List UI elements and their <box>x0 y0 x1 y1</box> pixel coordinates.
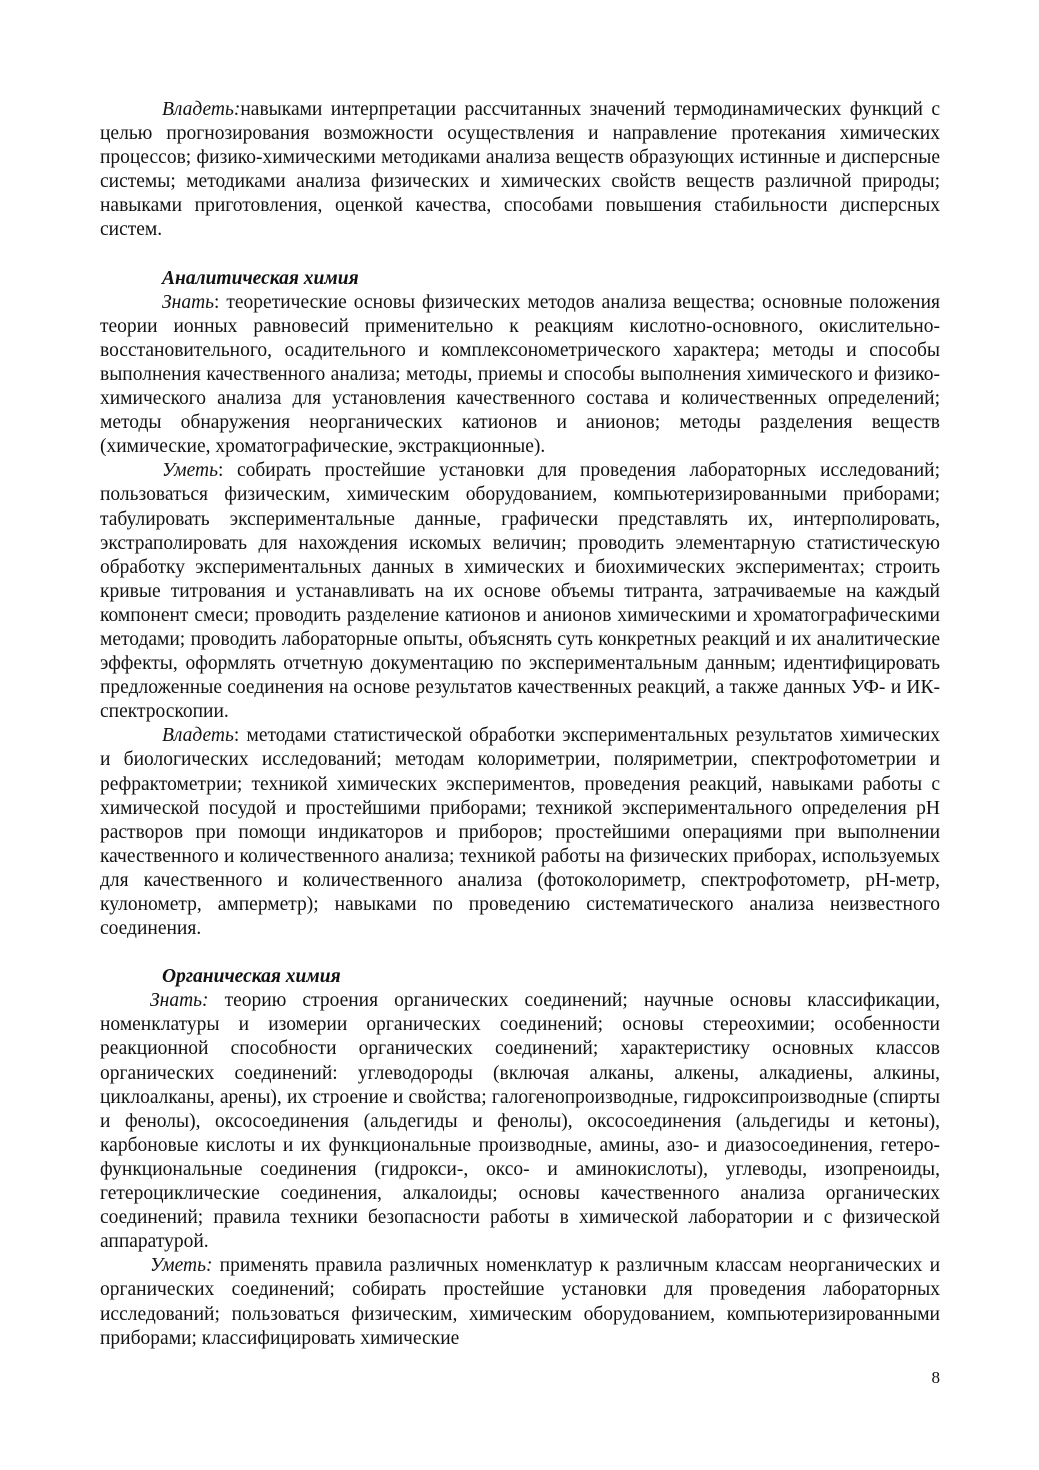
vladet-text: навыками интерпретации рассчитанных значений термодинамических функций с целью прогнозирования возможности осуществления и направление протекания химических процессов; физико-химическими методиками анализа веществ образующих истинные и дисперсные системы; методиками анализа физических и химических свойств веществ различной природы; навыками приготовления, оценкой качества, способами повышения стабильности дисперсных систем. <box>100 99 940 241</box>
znat-text: теорию строения органических соединений; научные основы классификации, номенклатуры и изомерии органических соединений; основы стереохимии; особенности реакционной способности органических соединений; характеристику основных классов органических соединений: углеводороды (включая алканы, алкены, алкадиены, алкины, циклоалканы, арены), их строение и свойства; галогенопроизводные, гидроксипроизводные (спирты и фенолы), оксосоединения (альдегиды и фенолы), оксосоединения (альдегиды и кетоны), карбоновые кислоты и их функциональные производные, амины, азо- и диазосоединения, гетеро-функциональные соединения (гидрокси-, оксо- и аминокислоты), углеводы, изопреноиды, гетероциклические соединения, алкалоиды; основы качественного анализа органических соединений; правила техники безопасности работы в химической лаборатории и с физической аппаратурой. <box>100 990 940 1253</box>
organic-chemistry-heading: Органическая химия <box>162 966 341 988</box>
analytical-umet-paragraph <box>100 459 940 724</box>
vladet-text: : методами статистической обработки экспериментальных результатов химических и биологических исследований; методам колориметрии, поляриметрии, спектрофотометрии и рефрактометрии; техникой химических экспериментов, проведения реакций, навыками работы с химической посудой и простейшими приборами; техникой экспериментального определения рН растворов при помощи индикаторов и приборов; простейшими операциями при выполнении качественного и количественного анализа; техникой работы на физических приборах, используемых для качественного и количественного анализа (фотоколориметр, спектрофотометр, рН-метр, кулонометр, амперметр); навыками по проведению систематического анализа неизвестного соединения. <box>100 725 940 940</box>
physchem-vladet-paragraph <box>100 98 940 243</box>
znat-term: Знать: <box>150 990 209 1012</box>
analytical-vladet-paragraph <box>100 724 940 941</box>
znat-term: Знать <box>162 291 215 313</box>
organic-umet-paragraph <box>100 1254 940 1350</box>
analytical-znat-paragraph <box>100 291 940 460</box>
umet-term: Уметь <box>162 460 218 482</box>
znat-text: : теоретические основы физических методов анализа вещества; основные положения теории ионных равновесий применительно к реакциям кислотно-основного, окислительно-восстановительного, осадительного и комплексонометрического характера; методы и способы выполнения качественного анализа; методы, приемы и способы выполнения химического и физико-химического анализа для установления качественного состава и количественных определений; методы обнаружения неорганических катионов и анионов; методы разделения веществ (химические, хроматографические, экстракционные). <box>100 291 940 458</box>
umet-text: : собирать простейшие установки для проведения лабораторных исследований; пользоваться физическим, химическим оборудованием, компьютеризированными приборами; табулировать экспериментальные данные, графически представлять их, интерполировать, экстраполировать для нахождения искомых величин; проводить элементарную статистическую обработку экспериментальных данных в химических и биохимических экспериментах; строить кривые титрования и устанавливать на их основе объемы титранта, затрачиваемые на каждый компонент смеси; проводить разделение катионов и анионов химическими и хроматографическими методами; проводить лабораторные опыты, объяснять суть конкретных реакций и их аналитические эффекты, оформлять отчетную документацию по экспериментальным данным; идентифицировать предложенные соединения на основе результатов качественных реакций, а также данных УФ- и ИК-спектроскопии. <box>100 460 940 723</box>
umet-term: Уметь: <box>150 1255 213 1277</box>
vladet-term: Владеть <box>162 725 234 747</box>
analytical-chemistry-heading: Аналитическая химия <box>162 267 359 289</box>
umet-text: применять правила различных номенклатур к различным классам неорганических и органических соединений; собирать простейшие установки для проведения лабораторных исследований; пользоваться физическим, химическим оборудованием, компьютеризированными приборами; классифицировать химические <box>100 1255 940 1349</box>
section-gap <box>100 941 940 965</box>
vladet-term: Владеть: <box>162 99 241 120</box>
section-gap <box>100 243 940 267</box>
page-number: 8 <box>931 1368 940 1387</box>
document-page <box>100 98 940 1351</box>
organic-znat-paragraph <box>100 989 940 1254</box>
